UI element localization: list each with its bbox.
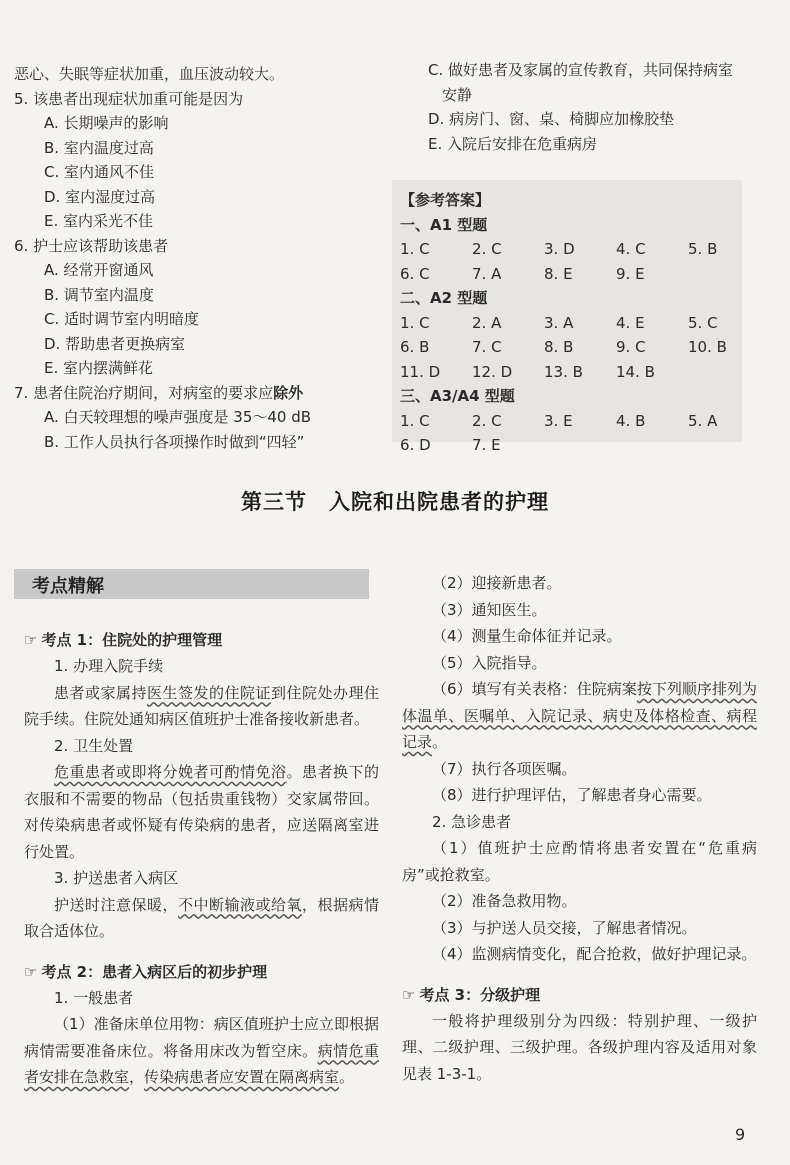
paragraph: （6）填写有关表格：住院病案按下列顺序排列为体温单、医嘱单、入院记录、病史及体格检查、病程记录。: [402, 680, 757, 751]
answer-row: 6. B 7. C 8. B 9. C 10. B: [400, 338, 727, 356]
question-column-left: [14, 62, 394, 454]
answer-row: 11. D 12. D 13. B 14. B: [400, 362, 655, 381]
answer-row: 6. D 7. E: [400, 436, 501, 454]
paragraph: （4）监测病情变化，配合抢救，做好护理记录。: [432, 945, 757, 963]
key-phrase: 传染病患者应安置在隔离病室: [144, 1068, 340, 1086]
kaodian-2-heading: ☞ 考点 2：患者入病区后的初步护理: [24, 962, 268, 981]
subheading: 3. 护送患者入病区: [54, 869, 179, 887]
list-item: （4）测量生命体征并记录。: [432, 627, 622, 645]
option: C. 适时调节室内明暗度: [44, 310, 200, 328]
list-item: （3）与护送人员交接，了解患者情况。: [432, 918, 697, 937]
question-column-right: [398, 58, 758, 156]
question-7: 7. 患者住院治疗期间，对病室的要求应除外: [14, 383, 304, 402]
answer-key-title: 【参考答案】: [400, 191, 491, 209]
subheading: 1. 一般患者: [54, 988, 134, 1007]
option: B. 室内温度过高: [44, 138, 154, 157]
answer-row: 6. C 7. A 8. E 9. E: [400, 264, 645, 283]
list-item: （2）准备急救用物。: [432, 892, 577, 910]
paragraph: （1）值班护士应酌情将患者安置在“危重病房”或抢救室。: [402, 839, 757, 884]
answer-row: 1. C 2. C 3. E 4. B 5. A: [400, 411, 718, 430]
key-phrase: 不中断输液或给氧: [177, 895, 302, 914]
option: E. 室内摆满鲜花: [44, 359, 154, 377]
emphasis-except: 除外: [273, 383, 304, 402]
list-item: （7）执行各项医嘱。: [432, 759, 577, 778]
option: D. 室内湿度过高: [44, 187, 156, 206]
paragraph: （1）准备床单位用物：病区值班护士应立即根据病情需要准备床位。将备用床改为暂空床。病情危重者安排在急救室，传染病患者应安置在隔离病室。: [24, 1015, 379, 1086]
paragraph: 患者或家属持医生签发的住院证到住院处办理住院手续。住院处通知病区值班护士准备接收新患者。: [24, 683, 379, 728]
paragraph: 护送时注意保暖，不中断输液或给氧，根据病情取合适体位。: [24, 895, 379, 940]
key-phrase: 医生签发的住院证: [147, 683, 271, 702]
list-item: （2）迎接新患者。: [432, 574, 562, 592]
list-item: （8）进行护理评估，了解患者身心需要。: [432, 786, 712, 804]
option: A. 长期噪声的影响: [44, 114, 169, 132]
key-phrase: 按下列顺序排列为体温单、医嘱单、入院记录、病史及体格检查、病程记录: [402, 680, 757, 751]
answer-section-heading: 三、A3/A4 型题: [400, 387, 515, 405]
body-column-left: [24, 621, 379, 1091]
answer-section-heading: 二、A2 型题: [400, 289, 488, 307]
list-item: （3）通知医生。: [432, 600, 547, 619]
subheading: 2. 卫生处置: [54, 736, 134, 755]
kaodian-1-heading: ☞ 考点 1：住院处的护理管理: [24, 631, 223, 649]
kaodian-3-heading: ☞ 考点 3：分级护理: [402, 985, 541, 1004]
answer-section-heading: 一、A1 型题: [400, 215, 488, 234]
paragraph: 一般将护理级别分为四级：特别护理、一级护理、二级护理、三级护理。各级护理内容及适用对象见表 1-3-1。: [402, 1011, 757, 1083]
option-continuation: 安静: [442, 85, 473, 104]
option: A. 经常开窗通风: [44, 261, 154, 279]
kaodian-header-bar: [14, 569, 369, 599]
pointing-hand-icon: ☞: [402, 985, 416, 1004]
key-phrase: 病情危重者安排在急救室: [24, 1041, 379, 1086]
option: B. 工作人员执行各项操作时做到“四轻”: [44, 432, 305, 451]
answer-row: 1. C 2. A 3. A 4. E 5. C: [400, 313, 718, 332]
option: B. 调节室内温度: [44, 285, 154, 304]
option: E. 室内采光不佳: [44, 212, 154, 230]
key-phrase: 危重患者或即将分娩者可酌情免浴: [54, 763, 287, 781]
option: D. 病房门、窗、桌、椅脚应加橡胶垫: [428, 110, 675, 128]
subheading: 1. 办理入院手续: [54, 657, 164, 675]
answer-row: 1. C 2. C 3. D 4. C 5. B: [400, 240, 718, 258]
list-item: （5）入院指导。: [432, 653, 547, 672]
pointing-hand-icon: ☞: [24, 962, 38, 981]
option: D. 帮助患者更换病室: [44, 334, 186, 353]
question-6: 6. 护士应该帮助该患者: [14, 236, 169, 255]
option: C. 做好患者及家属的宣传教育，共同保持病室: [428, 61, 734, 79]
option: A. 白天较理想的噪声强度是 35～40 dB: [44, 408, 312, 426]
paragraph: 危重患者或即将分娩者可酌情免浴。患者换下的衣服和不需要的物品（包括贵重钱物）交家属带回。对传染病患者或怀疑有传染病的患者，应送隔离室进行处置。: [24, 763, 379, 861]
answer-key-box: [392, 180, 742, 454]
body-column-right: [402, 570, 757, 1087]
question-5: 5. 该患者出现症状加重可能是因为: [14, 89, 244, 108]
page-number: 9: [735, 1125, 746, 1144]
section-title: 第三节 入院和出院患者的护理: [241, 490, 549, 514]
pointing-hand-icon: ☞: [24, 631, 38, 649]
question-text: 恶心、失眠等症状加重，血压波动较大。: [14, 65, 285, 83]
option: C. 室内通风不佳: [44, 163, 155, 181]
option: E. 入院后安排在危重病房: [428, 134, 598, 153]
subheading: 2. 急诊患者: [432, 812, 512, 831]
kaodian-title: 考点精解: [32, 576, 104, 597]
